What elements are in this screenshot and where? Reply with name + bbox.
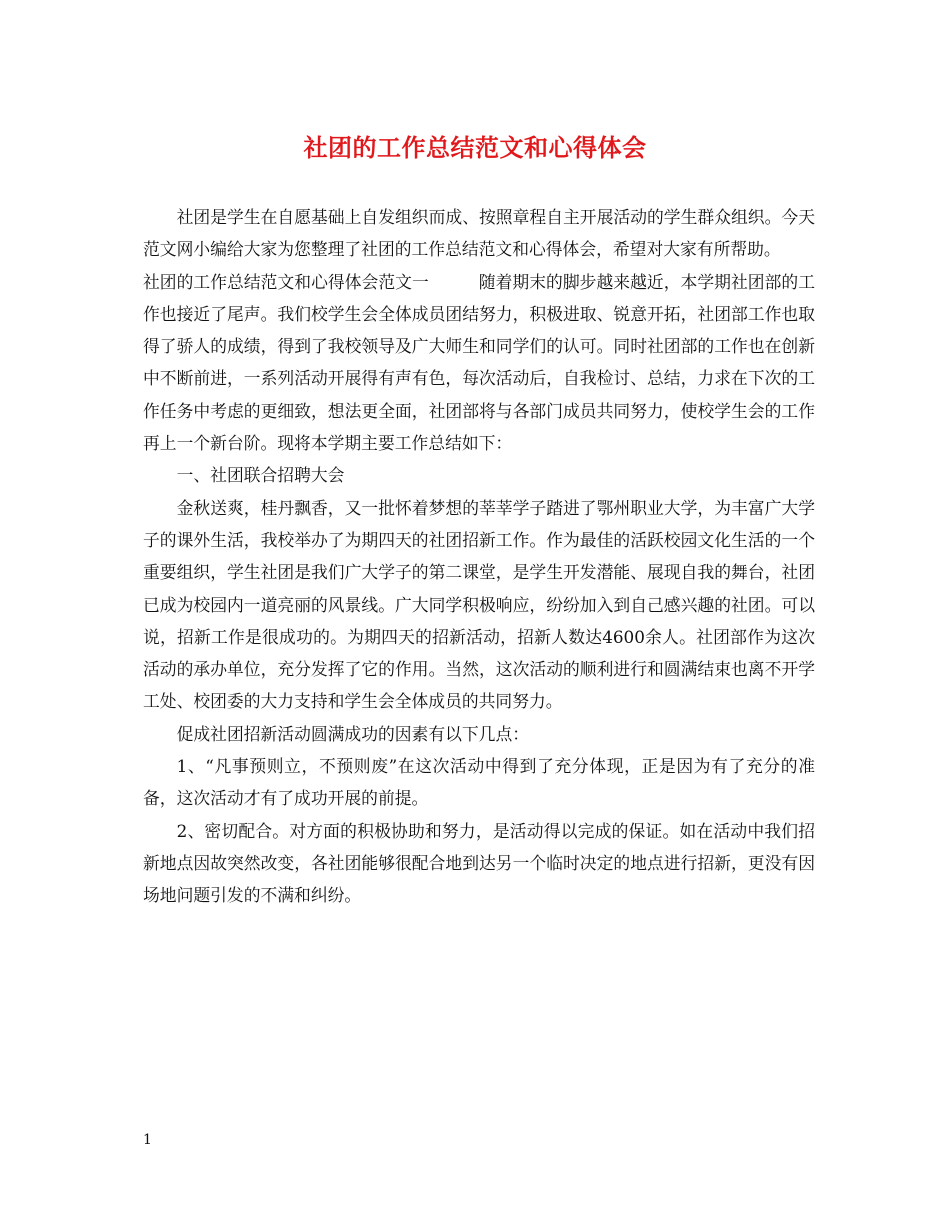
sample-one-paragraph	[143, 266, 815, 460]
sample-one-opening-text: 随着期末的脚步越来越近，本学期社团部的工作也接近了尾声。我们校学生会全体成员团结努力，积极进取、锐意开拓，社团部工作也取得了骄人的成绩，得到了我校领导及广大师生和同学们的认可。同时社团部的工作也在创新中不断前进，一系列活动开展得有声有色，每次活动后，自我检讨、总结，力求在下次的工作任务中考虑的更细致，想法更全面，社团部将与各部门成员共同努力，使校学生会的工作再上一个新台阶。现将本学期主要工作总结如下：	[143, 271, 815, 454]
factor-two-paragraph: 2、密切配合。对方面的积极协助和努力，是活动得以完成的保证。如在活动中我们招新地点因故突然改变，各社团能够很配合地到达另一个临时决定的地点进行招新，更没有因场地问题引发的不满和纠纷。	[143, 820, 815, 906]
intro-paragraph: 社团是学生在自愿基础上自发组织而成、按照章程自主开展活动的学生群众组织。今天范文网小编给大家为您整理了社团的工作总结范文和心得体会，希望对大家有所帮助。	[143, 207, 815, 260]
document-body	[143, 201, 815, 912]
document-title: 社团的工作总结范文和心得体会	[303, 134, 647, 162]
page-number: 1	[143, 1132, 152, 1148]
success-factors-intro: 促成社团招新活动圆满成功的因素有以下几点：	[176, 723, 530, 744]
recruitment-paragraph: 金秋送爽，桂丹飘香，又一批怀着梦想的莘莘学子踏进了鄂州职业大学，为丰富广大学子的课外生活，我校举办了为期四天的社团招新工作。作为最佳的活跃校园文化生活的一个重要组织，学生社团是我们广大学子的第二课堂，是学生开发潜能、展现自我的舞台，社团已成为校园内一道亮丽的风景线。广大同学积极响应，纷纷加入到自己感兴趣的社团。可以说，招新工作是很成功的。为期四天的招新活动，招新人数达4600余人。社团部作为这次活动的承办单位，充分发挥了它的作用。当然，这次活动的顺利进行和圆满结束也离不开学工处、校团委的大力支持和学生会全体成员的共同努力。	[143, 497, 815, 712]
section-heading-recruitment: 一、社团联合招聘大会	[176, 465, 345, 486]
sample-one-heading: 社团的工作总结范文和心得体会范文一	[143, 271, 429, 292]
factor-one-paragraph: 1、“凡事预则立，不预则废”在这次活动中得到了充分体现，正是因为有了充分的准备，这次活动才有了成功开展的前提。	[143, 756, 815, 809]
